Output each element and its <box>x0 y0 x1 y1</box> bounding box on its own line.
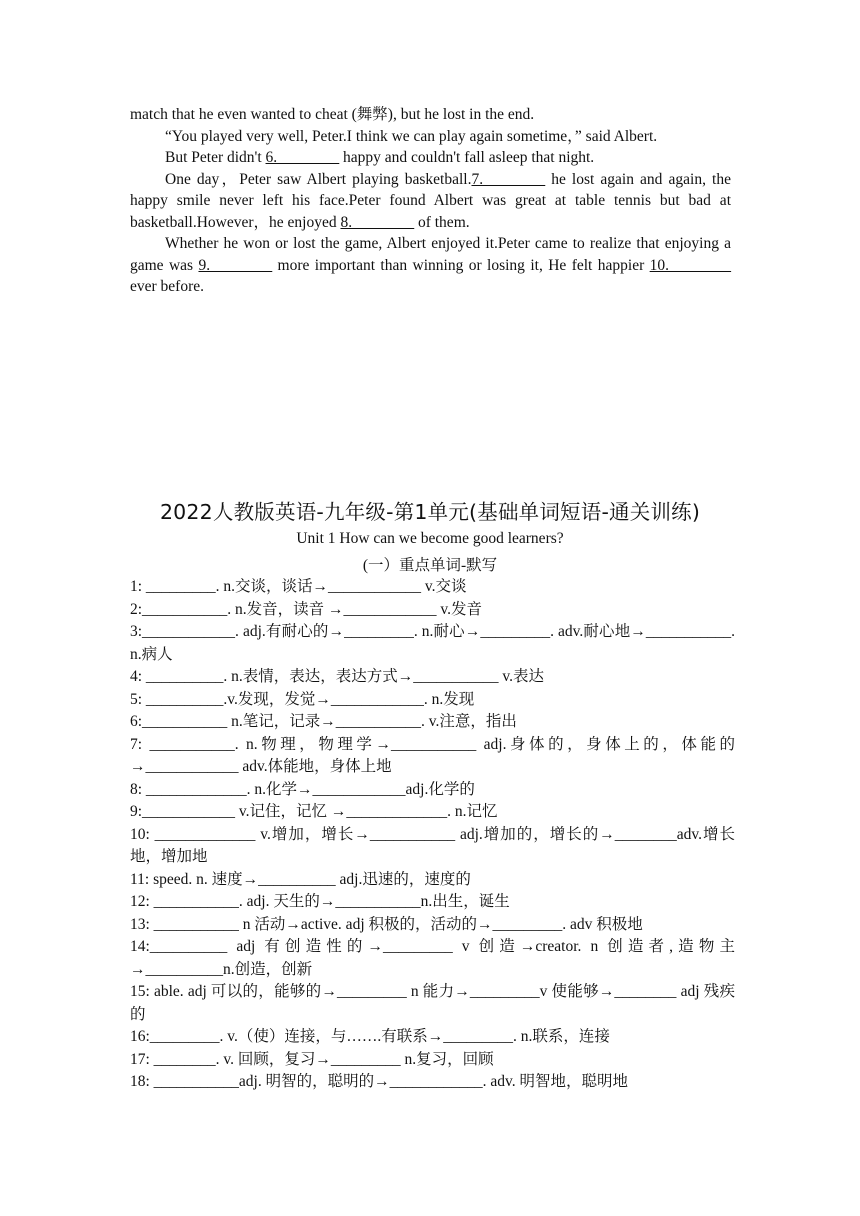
vocab-item-5: 5: __________.v.发现，发觉→____________. n.发现 <box>130 690 475 708</box>
passage-text: ever before. <box>130 278 205 295</box>
blank-7: 7.________ <box>471 170 546 188</box>
vocab-item-14: 14:__________ adj 有创造性的→_________ v 创造→creator. n 创造者,造物主→__________n.创造，创新 <box>130 938 735 978</box>
passage-paragraph-1: match that he even wanted to cheat (舞弊), but he lost in the end. <box>130 106 535 123</box>
passage-text: One day，Peter saw Albert playing basketball. <box>165 170 472 188</box>
vocab-item-6: 6:___________ n.笔记，记录→___________. v.注意，指出 <box>130 713 517 730</box>
vocab-item-4: 4: __________. n.表情，表达，表达方式→___________ v.表达 <box>130 668 545 685</box>
passage-text: Whether he won or lost the game, Albert enjoyed it.Peter came to realize that enjoying a game was <box>130 235 731 274</box>
passage-paragraph-5 <box>130 233 731 298</box>
vocab-item-18: 18: ___________adj. 明智的，聪明的→____________. adv. 明智地，聪明地 <box>130 1073 628 1090</box>
blank-9: 9.________ <box>198 256 273 274</box>
vocab-item-7: 7: ___________. n.物理，物理学→___________ adj.身体的，身体上的，体能的→____________ adv.体能地，身体上地 <box>130 735 735 775</box>
passage-text: he lost again and again, the happy smile never left his face.Peter found Albert was great at table tennis but bad at basketball.However，he enjoyed <box>130 170 731 231</box>
passage-text: But Peter didn't <box>165 149 266 166</box>
vocab-item-1: 1: _________. n.交谈，谈话→____________ v.交谈 <box>130 578 467 595</box>
vocabulary-list <box>130 576 735 1094</box>
vocab-item-12: 12: ___________. adj. 天生的→___________n.出生，诞生 <box>130 893 510 910</box>
unit-subtitle: Unit 1 How can we become good learners? <box>296 530 564 547</box>
vocab-item-9: 9:____________ v.记住，记忆 →_____________. n.记忆 <box>130 803 498 820</box>
vocab-item-10: 10: _____________ v.增加，增长→___________ adj.增加的，增长的→________adv.增长地，增加地 <box>130 825 735 865</box>
passage-text: more important than winning or losing it, He felt happier <box>272 256 650 274</box>
vocab-item-11: 11: speed. n. 速度→__________ adj.迅速的，速度的 <box>130 870 471 888</box>
blank-10: 10.________ <box>649 256 732 274</box>
passage-paragraph-3 <box>130 147 731 169</box>
blank-6: 6.________ <box>265 149 340 166</box>
vocab-item-13: 13: ___________ n 活动→active. adj 积极的，活动的→_________. adv 积极地 <box>130 915 643 933</box>
passage-text: of them. <box>414 213 470 231</box>
vocab-item-2: 2:___________. n.发音，读音 →____________ v.发音 <box>130 600 483 618</box>
vocab-item-3: 3:____________. adj.有耐心的→_________. n.耐心→_________. adv.耐心地→___________. n.病人 <box>130 623 735 663</box>
vocab-item-17: 17: ________. v. 回顾，复习→_________ n.复习，回顾 <box>130 1050 494 1068</box>
vocab-item-15: 15: able. adj 可以的，能够的→_________ n 能力→_________v 使能够→________ adj 残疾的 <box>130 983 735 1023</box>
vocab-item-8: 8: _____________. n.化学→____________adj.化学的 <box>130 780 475 798</box>
vocab-item-16: 16:_________. v.（使）连接，与…….有联系→_________. n.联系，连接 <box>130 1028 610 1045</box>
blank-8: 8.________ <box>340 213 415 231</box>
passage-paragraph-4 <box>130 169 731 234</box>
passage-paragraph-2: “You played very well, Peter.I think we can play again sometime，” said Albert. <box>165 127 658 145</box>
passage-text: happy and couldn't fall asleep that night. <box>339 149 595 166</box>
reading-passage <box>130 104 731 298</box>
section-heading: (一）重点单词-默写 <box>362 557 498 574</box>
document-title: 2022人教版英语-九年级-第1单元(基础单词短语-通关训练) <box>159 500 701 524</box>
